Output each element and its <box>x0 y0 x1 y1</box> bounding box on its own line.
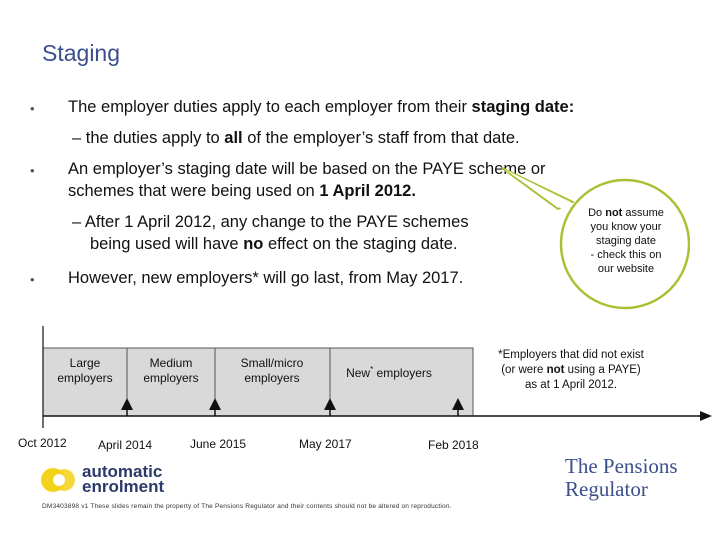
sub-2-line-2-after: effect on the staging date. <box>263 235 458 253</box>
bullet-2-line-2-text: schemes that were being used on <box>68 182 320 200</box>
sub-1-text-before: the duties apply to <box>85 129 225 147</box>
segment-new-line-1: New <box>346 366 371 380</box>
date-june-2015: June 2015 <box>190 437 247 451</box>
segment-small-line-2: employers <box>244 371 300 385</box>
sub-2-line-2-bold: no <box>243 235 264 253</box>
segment-medium-line-1: Medium <box>149 356 193 370</box>
callout-line-1-after: assume <box>622 207 664 219</box>
bullet-3: However, new employers* will go last, from May 2017. <box>68 269 464 287</box>
sub-bullet-1 <box>72 127 672 149</box>
callout-text <box>567 206 685 276</box>
automatic-enrolment-logo <box>82 464 164 494</box>
segment-large-line-1: Large <box>69 356 101 370</box>
sub-1-dash: – <box>72 129 82 147</box>
segment-small-micro <box>218 356 326 386</box>
footer-disclaimer: DM3403898 v1 These slides remain the property of The Pensions Regulator and their contents should not be altered on reproduction. <box>42 503 452 510</box>
date-feb-2018: Feb 2018 <box>428 438 479 452</box>
callout-line-4: - check this on <box>590 249 662 261</box>
segment-new <box>333 362 445 381</box>
pensions-regulator-logo <box>565 455 678 501</box>
bullet-marker: • <box>30 101 35 116</box>
page-title: Staging <box>42 40 121 66</box>
date-oct-2012: Oct 2012 <box>18 436 67 450</box>
segment-large-line-2: employers <box>57 371 113 385</box>
sub-2-dash: – <box>72 213 82 231</box>
tpr-logo-line-2: Regulator <box>565 477 648 501</box>
tpr-logo-line-1: The Pensions <box>565 454 678 478</box>
yellow-circles-icon <box>40 462 76 498</box>
sub-1-text-after: of the employer’s staff from that date. <box>242 129 520 147</box>
sub-bullet-2 <box>72 211 542 255</box>
segment-large <box>46 356 124 386</box>
footnote-line-2 <box>486 363 656 378</box>
callout-line-2: you know your <box>590 221 662 233</box>
date-may-2017: May 2017 <box>299 437 352 451</box>
segment-medium-line-2: employers <box>143 371 199 385</box>
bullet-1-bold: staging date: <box>471 98 575 116</box>
bullet-marker: • <box>30 272 35 287</box>
bullet-2-line-2-bold: 1 April 2012. <box>319 182 416 200</box>
sub-2-line-1-text: After 1 April 2012, any change to the PAYE schemes <box>84 213 469 231</box>
callout-line-1 <box>567 206 685 220</box>
segment-medium <box>130 356 212 386</box>
sub-1-bold: all <box>224 129 243 147</box>
ae-logo-line-2: enrolment <box>82 477 165 496</box>
segment-small-line-1: Small/micro <box>240 356 304 370</box>
sub-2-line-2 <box>72 233 542 255</box>
footnote-line-2-after: using a PAYE) <box>564 364 641 376</box>
footnote-line-2-bold: not <box>546 364 565 376</box>
segment-new-line-2: employers <box>373 366 432 380</box>
bullet-1 <box>68 96 668 118</box>
callout-line-1-bold: not <box>605 207 623 219</box>
sub-2-line-2-before: being used will have <box>90 235 244 253</box>
callout-line-3: staging date <box>596 235 656 247</box>
callout-line-5: our website <box>597 263 655 275</box>
bullet-marker: • <box>30 163 35 178</box>
bullet-1-text: The employer duties apply to each employer from their <box>68 98 472 116</box>
segment-new-sup: * <box>370 365 374 374</box>
footnote-line-3: as at 1 April 2012. <box>524 379 618 391</box>
bullet-2-line-1: An employer’s staging date will be based on the PAYE scheme or <box>68 160 546 178</box>
new-employers-footnote <box>486 348 656 393</box>
footnote-line-2-before: (or were <box>501 364 547 376</box>
footnote-line-1: *Employers that did not exist <box>498 349 644 361</box>
sub-2-line-1 <box>72 211 542 233</box>
ae-logo-line-1: automatic <box>82 462 163 481</box>
callout-line-1-before: Do <box>588 207 606 219</box>
date-april-2014: April 2014 <box>98 438 153 452</box>
